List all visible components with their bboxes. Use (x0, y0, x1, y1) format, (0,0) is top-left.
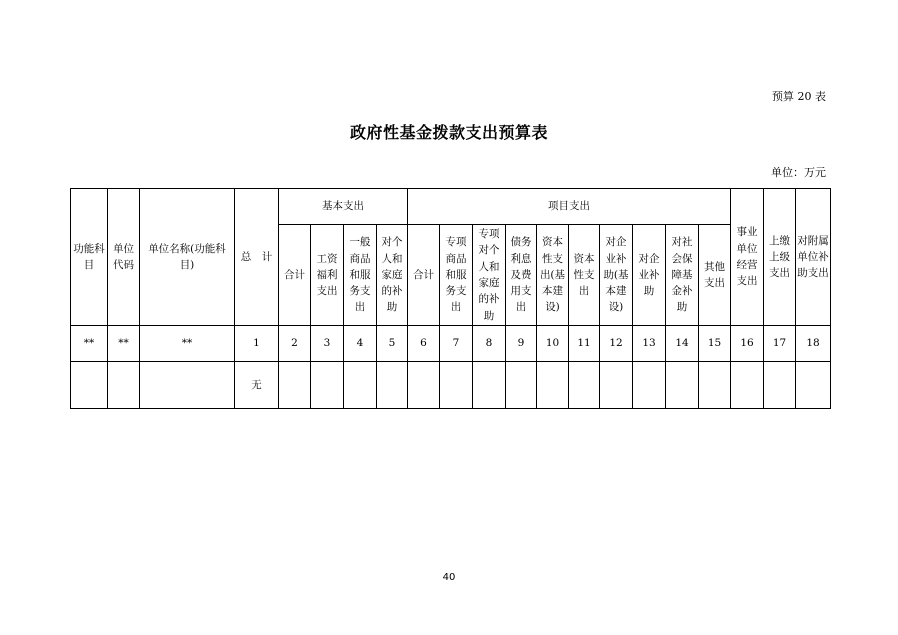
header-project-col: 对企 业补 助(基 本建 设) (600, 225, 633, 326)
unit-label: 单位：万元 (771, 166, 826, 179)
header-project-group: 项目支出 (408, 189, 731, 225)
table-cell (140, 362, 235, 409)
table-cell (377, 362, 408, 409)
table-cell: 16 (731, 326, 764, 362)
budget-table (70, 188, 831, 409)
table-cell (473, 362, 506, 409)
table-cell (796, 362, 831, 409)
header-basic-col: 一般 商品 和服 务支 出 (344, 225, 377, 326)
header-unit-name: 单位名称(功能科目) (140, 189, 235, 326)
table-cell: 1 (235, 326, 279, 362)
table-cell: 5 (377, 326, 408, 362)
table-cell (440, 362, 473, 409)
header-tail-col: 事业 单位 经营 支出 (731, 189, 764, 326)
table-cell: 8 (473, 326, 506, 362)
header-basic-col: 合计 (279, 225, 311, 326)
table-cell (569, 362, 600, 409)
header-project-col: 其他 支出 (699, 225, 731, 326)
header-basic-col: 对个 人和 家庭 的补 助 (377, 225, 408, 326)
table-cell (71, 362, 108, 409)
table-cell: 17 (764, 326, 796, 362)
table-cell (600, 362, 633, 409)
table-cell (666, 362, 699, 409)
header-project-col: 对企 业补 助 (633, 225, 666, 326)
table-cell (408, 362, 440, 409)
table-cell: 18 (796, 326, 831, 362)
table-cell (764, 362, 796, 409)
table-cell: 9 (506, 326, 537, 362)
header-tail-col: 上缴 上级 支出 (764, 189, 796, 326)
header-unit-code: 单位 代码 (108, 189, 140, 326)
table-row (71, 362, 831, 409)
table-cell: 13 (633, 326, 666, 362)
header-func-code: 功能科 目 (71, 189, 108, 326)
header-total: 总 计 (235, 189, 279, 326)
table-cell (633, 362, 666, 409)
table-cell: 7 (440, 326, 473, 362)
table-cell (279, 362, 311, 409)
table-cell (344, 362, 377, 409)
page-number: 40 (442, 572, 456, 583)
table-number-label: 预算 20 表 (772, 90, 826, 103)
table-cell: ** (71, 326, 108, 362)
header-basic-group: 基本支出 (279, 189, 408, 225)
header-project-col: 合计 (408, 225, 440, 326)
table-cell: 6 (408, 326, 440, 362)
table-cell: 3 (311, 326, 344, 362)
header-basic-col: 工资 福利 支出 (311, 225, 344, 326)
table-cell (537, 362, 569, 409)
column-number-row (71, 326, 831, 362)
header-project-col: 资本 性支 出 (569, 225, 600, 326)
table-cell: 15 (699, 326, 731, 362)
header-tail-col: 对附属 单位补 助支出 (796, 189, 831, 326)
header-project-col: 专项 商品 和服 务支 出 (440, 225, 473, 326)
table-cell (731, 362, 764, 409)
header-project-col: 对社 会保 障基 金补 助 (666, 225, 699, 326)
table-cell (506, 362, 537, 409)
table-cell (699, 362, 731, 409)
table-cell: 11 (569, 326, 600, 362)
table-cell: 12 (600, 326, 633, 362)
table-cell: 14 (666, 326, 699, 362)
table-cell: ** (140, 326, 235, 362)
header-project-col: 资本 性支 出(基 本建 设) (537, 225, 569, 326)
table-cell: 无 (235, 362, 279, 409)
header-project-col: 债务 利息 及费 用支 出 (506, 225, 537, 326)
header-project-col: 专项 对个 人和 家庭 的补 助 (473, 225, 506, 326)
page-title: 政府性基金拨款支出预算表 (349, 123, 548, 142)
table-cell: ** (108, 326, 140, 362)
table-cell (108, 362, 140, 409)
table-cell: 2 (279, 326, 311, 362)
table-cell (311, 362, 344, 409)
table-cell: 10 (537, 326, 569, 362)
table-cell: 4 (344, 326, 377, 362)
